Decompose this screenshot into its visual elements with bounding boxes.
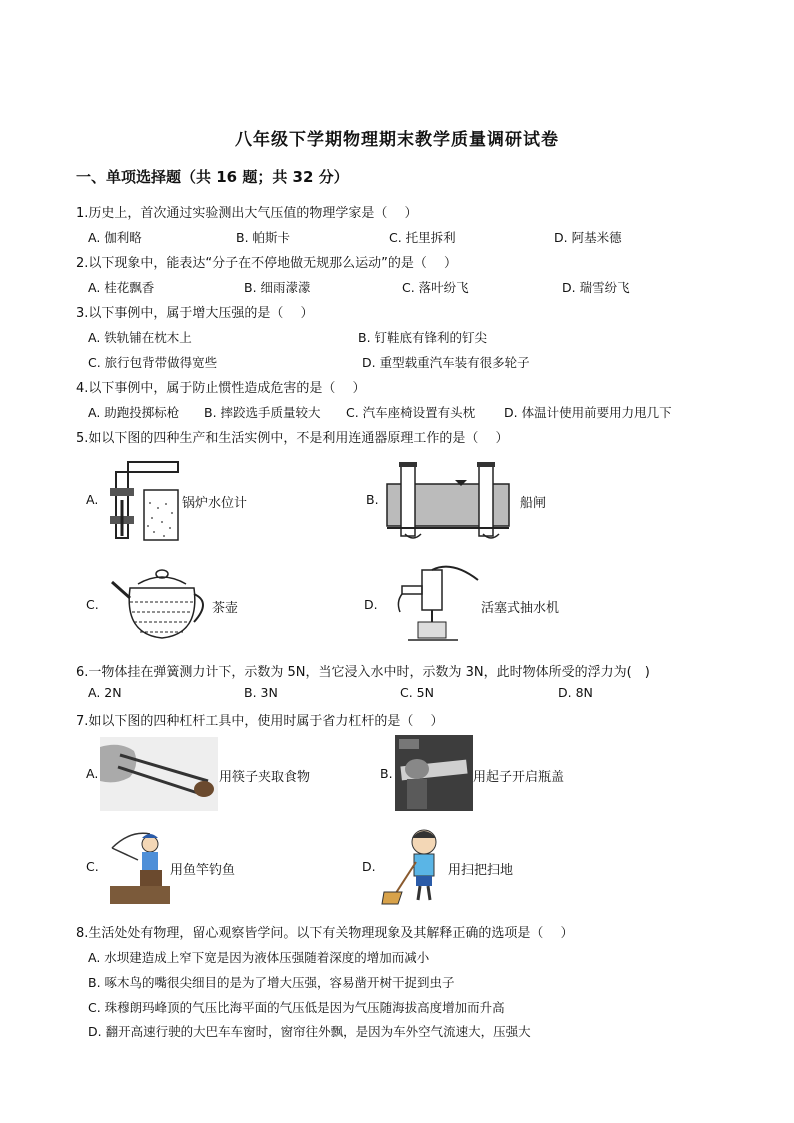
q4-option-d[interactable]: D. 体温计使用前要用力甩几下 [504,405,672,420]
q6-option-c[interactable]: C. 5N [400,685,434,700]
q2-option-a[interactable]: A. 桂花飘香 [88,280,155,295]
question-3: 3.以下事例中，属于增大压强的是（ ） [76,306,314,321]
q5-option-b[interactable]: B. [366,492,379,507]
ship-lock-figure [383,458,513,543]
q5-option-c-label: 茶壶 [212,601,239,616]
q5-option-b-label: 船闸 [520,496,547,511]
q4-option-b[interactable]: B. 摔跤选手质量较大 [204,405,321,420]
q5-option-c[interactable]: C. [86,597,99,612]
question-2: 2.以下现象中，能表达“分子在不停地做无规那么运动”的是（ ） [76,256,458,271]
q3-option-b[interactable]: B. 钉鞋底有锋利的钉尖 [358,330,488,345]
q8-option-d[interactable]: D. 翻开高速行驶的大巴车车窗时，窗帘往外飘，是因为车外空气流速大，压强大 [88,1024,531,1039]
q1-option-d[interactable]: D. 阿基米德 [554,230,622,245]
q2-option-c[interactable]: C. 落叶纷飞 [402,280,469,295]
section-heading: 一、单项选择题（共 16 题；共 32 分） [76,168,349,186]
q3-option-c[interactable]: C. 旅行包背带做得宽些 [88,355,218,370]
q4-option-a[interactable]: A. 助跑投掷标枪 [88,405,180,420]
q5-option-d[interactable]: D. [364,597,378,612]
q5-option-a-label: 锅炉水位计 [182,496,248,511]
sweeping-boy-figure [380,826,450,906]
question-7: 7.如以下图的四种杠杆工具中，使用时属于省力杠杆的是（ ） [76,714,444,729]
q6-option-d[interactable]: D. 8N [558,685,593,700]
q7-option-c-label: 用鱼竿钓鱼 [170,863,236,878]
q8-option-b[interactable]: B. 啄木鸟的嘴很尖细目的是为了增大压强，容易凿开树干捉到虫子 [88,975,455,990]
q1-option-b[interactable]: B. 帕斯卡 [236,230,291,245]
q1-option-c[interactable]: C. 托里拆利 [389,230,456,245]
q7-option-d[interactable]: D. [362,859,376,874]
q6-option-a[interactable]: A. 2N [88,685,122,700]
q7-option-a-label: 用筷子夹取食物 [219,770,311,785]
q2-option-b[interactable]: B. 细雨濛濛 [244,280,311,295]
teapot-figure [108,562,212,644]
q2-option-d[interactable]: D. 瑞雪纷飞 [562,280,630,295]
question-8: 8.生活处处有物理，留心观察皆学问。以下有关物理现象及其解释正确的选项是（ ） [76,926,574,941]
q4-option-c[interactable]: C. 汽车座椅设置有头枕 [346,405,476,420]
q7-option-b[interactable]: B. [380,766,393,781]
question-5: 5.如以下图的四种生产和生活实例中，不是利用连通器原理工作的是（ ） [76,431,509,446]
chopsticks-figure [100,737,218,811]
q5-option-d-label: 活塞式抽水机 [481,601,560,616]
q5-option-a[interactable]: A. [86,492,99,507]
q7-option-a[interactable]: A. [86,766,99,781]
question-1: 1.历史上，首次通过实验测出大气压值的物理学家是（ ） [76,206,418,221]
q7-option-d-label: 用扫把扫地 [448,863,514,878]
boiler-gauge-figure [106,458,181,543]
q6-option-b[interactable]: B. 3N [244,685,278,700]
q8-option-a[interactable]: A. 水坝建造成上窄下宽是因为液体压强随着深度的增加而减小 [88,950,430,965]
q1-option-a[interactable]: A. 伽利略 [88,230,142,245]
question-4: 4.以下事例中，属于防止惯性造成危害的是（ ） [76,381,366,396]
q8-option-c[interactable]: C. 珠穆朗玛峰顶的气压比海平面的气压低是因为气压随海拔高度增加而升高 [88,1000,505,1015]
q7-option-c[interactable]: C. [86,859,99,874]
question-6: 6.一物体挂在弹簧测力计下，示数为 5N，当它浸入水中时，示数为 3N，此时物体所受的浮力为( ) [76,665,650,680]
q7-option-b-label: 用起子开启瓶盖 [473,770,565,785]
piston-pump-figure [382,562,482,644]
q3-option-a[interactable]: A. 铁轨铺在枕木上 [88,330,192,345]
q3-option-d[interactable]: D. 重型载重汽车装有很多轮子 [362,355,530,370]
bottle-opener-figure [395,735,473,811]
fishing-boy-figure [110,826,170,904]
page-title: 八年级下学期物理期末教学质量调研试卷 [235,130,559,150]
